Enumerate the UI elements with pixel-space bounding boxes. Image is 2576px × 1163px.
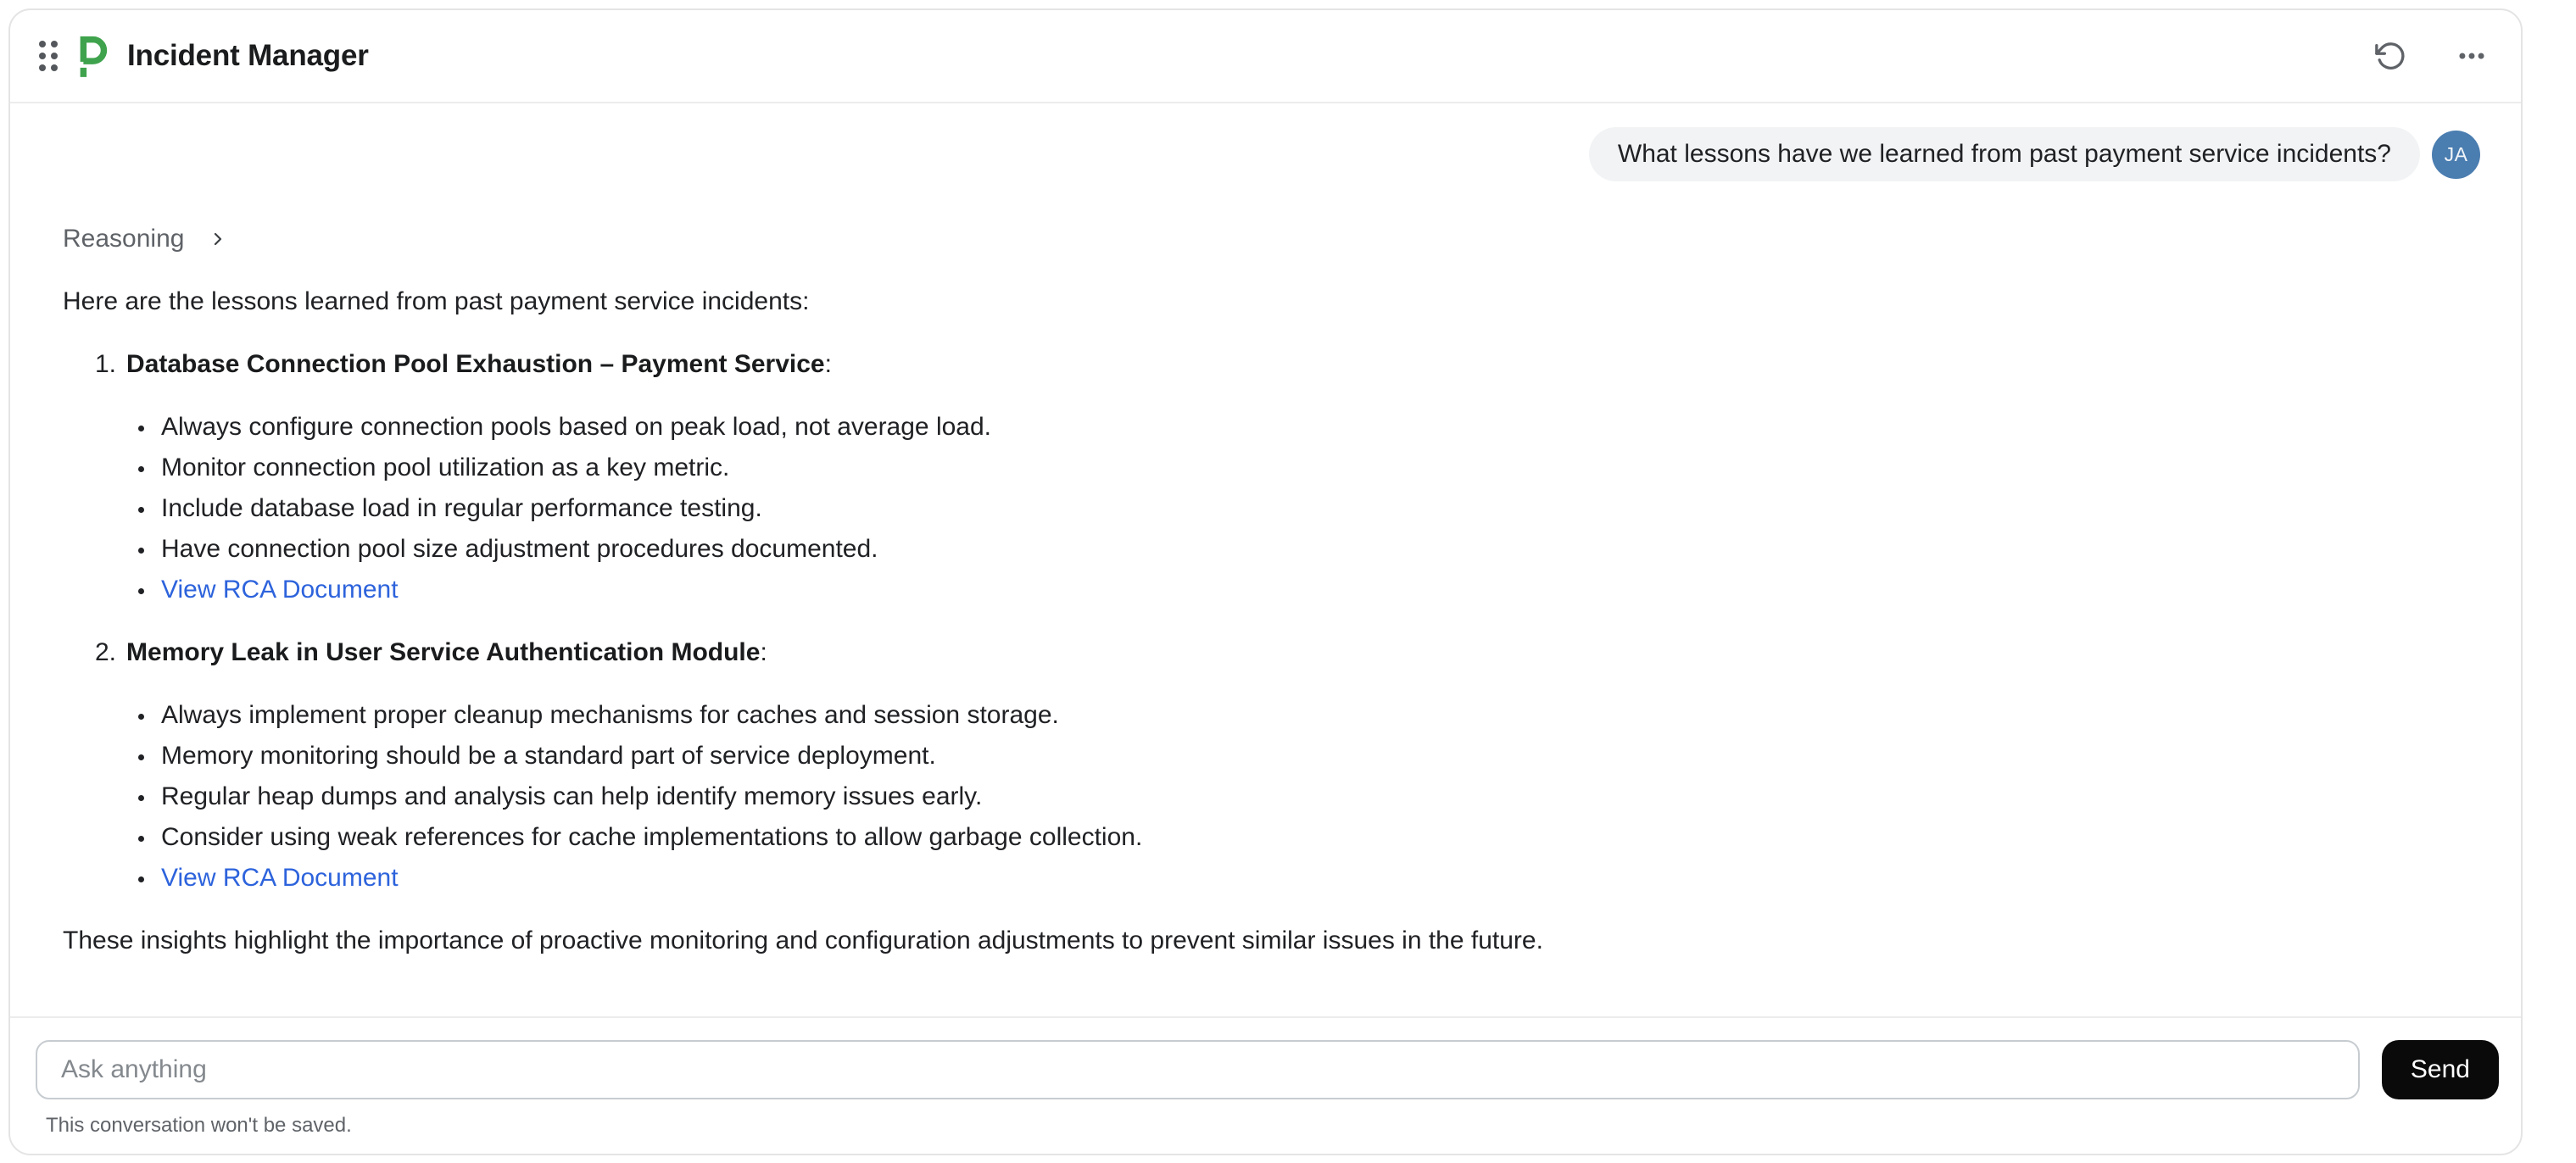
heading-suffix: : [824, 350, 832, 378]
incident-item-1-heading [95, 344, 2480, 385]
list-number: 1. [95, 350, 117, 378]
chevron-right-icon [208, 229, 228, 249]
incident-item-2-bullets [63, 695, 2480, 899]
composer-row [36, 1040, 2499, 1099]
bullet-item-link [156, 570, 2480, 610]
reset-conversation-button[interactable] [2372, 37, 2409, 75]
ask-anything-input[interactable] [36, 1040, 2360, 1099]
composer [10, 1018, 2521, 1154]
assistant-intro-text: Here are the lessons learned from past payment service incidents: [63, 287, 810, 315]
app-logo-icon [78, 35, 109, 77]
conversation-note: This conversation won't be saved. [46, 1114, 352, 1137]
incident-item-1 [63, 344, 2480, 610]
widget-header [10, 10, 2521, 103]
bullet-item: • Regular heap dumps and analysis can help identify memory issues early. [156, 776, 2480, 817]
reasoning-expander[interactable] [63, 219, 228, 259]
bullet-item: • Always configure connection pools based on peak load, not average load. [156, 407, 2480, 448]
list-number: 2. [95, 638, 117, 666]
incident-item-1-title: Database Connection Pool Exhaustion – Payment Service [126, 350, 825, 378]
view-rca-document-link-2[interactable]: View RCA Document [161, 864, 399, 892]
incident-item-2-title: Memory Leak in User Service Authentication Module [126, 638, 761, 666]
user-message-row [63, 127, 2480, 181]
incident-item-2 [63, 632, 2480, 899]
bullet-item: • Always implement proper cleanup mechanisms for caches and session storage. [156, 695, 2480, 736]
bullet-item: • Include database load in regular performance testing. [156, 488, 2480, 529]
bullet-item: • Memory monitoring should be a standard part of service deployment. [156, 736, 2480, 776]
user-message-bubble: What lessons have we learned from past payment service incidents? [1589, 127, 2420, 181]
view-rca-document-link-1[interactable]: View RCA Document [161, 576, 399, 604]
ellipsis-icon [2456, 40, 2488, 72]
incident-manager-widget [8, 8, 2523, 1155]
page-title: Incident Manager [127, 39, 369, 72]
reasoning-label: Reasoning [63, 225, 185, 253]
chat-message-area [10, 103, 2521, 1018]
incident-item-2-heading [95, 632, 2480, 673]
send-button[interactable]: Send [2382, 1040, 2499, 1099]
bullet-item: • Monitor connection pool utilization as a key metric. [156, 448, 2480, 488]
incident-item-1-bullets [63, 407, 2480, 610]
user-avatar: JA [2432, 131, 2480, 179]
more-options-button[interactable] [2453, 37, 2490, 75]
assistant-closing-text: These insights highlight the importance of proactive monitoring and configuration adjustments to prevent similar issues in the future. [63, 927, 1543, 954]
reset-icon [2374, 40, 2406, 72]
bullet-item-link [156, 858, 2480, 899]
bullet-item: • Have connection pool size adjustment procedures documented. [156, 529, 2480, 570]
heading-suffix: : [760, 638, 767, 666]
drag-handle-icon[interactable] [39, 41, 58, 71]
bullet-item: • Consider using weak references for cache implementations to allow garbage collection. [156, 817, 2480, 858]
